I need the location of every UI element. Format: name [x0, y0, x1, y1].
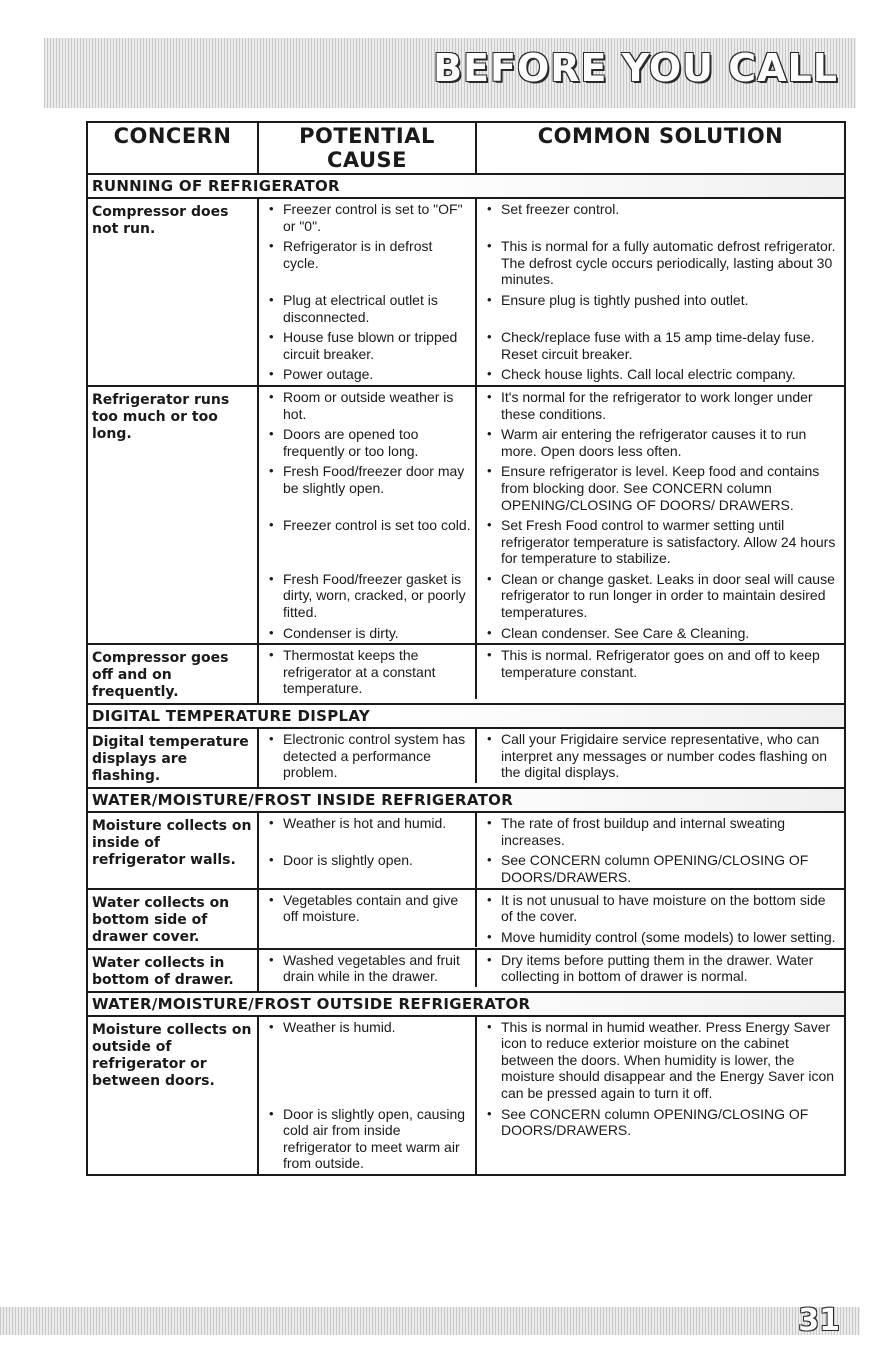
page-title: BEFORE YOU CALL	[433, 46, 838, 90]
solution-item: • See CONCERN column OPENING/CLOSING OF DOORS/DRAWERS.	[477, 1104, 844, 1141]
solution-item: • Call your Frigidaire service representative, who can interpret any messages or number codes flashing on the digital displays.	[477, 729, 844, 783]
cause-item: • Thermostat keeps the refrigerator at a constant temperature.	[259, 645, 477, 699]
troubleshooting-table	[86, 121, 846, 1176]
cause-solution-group	[259, 199, 844, 385]
concern-cell: Compressor does not run.	[88, 199, 259, 385]
cause-item: • Room or outside weather is hot.	[259, 387, 477, 424]
solution-group	[477, 327, 844, 364]
solution-item: • Move humidity control (some models) to lower setting.	[477, 927, 844, 948]
cause-item: • Door is slightly open.	[259, 850, 477, 887]
solution-item: • Clean condenser. See Care & Cleaning.	[477, 623, 844, 644]
solution-group	[477, 729, 844, 783]
cause-item: • House fuse blown or tripped circuit breaker.	[259, 327, 477, 364]
solution-item: • This is normal for a fully automatic defrost refrigerator. The defrost cycle occurs periodically, lasting about 30 minutes.	[477, 236, 844, 290]
solution-group	[477, 813, 844, 850]
cause-solution-pair	[259, 890, 844, 948]
cause-item: • Fresh Food/freezer gasket is dirty, worn, cracked, or poorly fitted.	[259, 569, 477, 623]
cause-item: • Freezer control is set too cold.	[259, 515, 477, 569]
solution-item: • Ensure plug is tightly pushed into outlet.	[477, 290, 844, 311]
solution-group	[477, 387, 844, 424]
solution-item: • See CONCERN column OPENING/CLOSING OF DOORS/DRAWERS.	[477, 850, 844, 887]
cause-solution-pair	[259, 623, 844, 644]
table-row	[88, 813, 844, 889]
cause-item: • Washed vegetables and fruit drain while in the drawer.	[259, 950, 477, 987]
concern-cell: Refrigerator runs too much or too long.	[88, 387, 259, 643]
cause-solution-pair	[259, 236, 844, 290]
cause-item: • Door is slightly open, causing cold air from inside refrigerator to meet warm air from outside.	[259, 1104, 477, 1174]
table-row	[88, 387, 844, 645]
concern-cell: Water collects in bottom of drawer.	[88, 950, 259, 991]
solution-item: • Dry items before putting them in the drawer. Water collecting in bottom of drawer is normal.	[477, 950, 844, 987]
cause-solution-pair	[259, 645, 844, 699]
page-number: 31	[798, 1303, 840, 1338]
section-heading: DIGITAL TEMPERATURE DISPLAY	[88, 705, 844, 729]
cause-solution-group	[259, 387, 844, 643]
solution-group	[477, 850, 844, 887]
solution-group	[477, 623, 844, 644]
cause-solution-pair	[259, 327, 844, 364]
header-banner	[44, 38, 856, 108]
footer-bar	[0, 1303, 860, 1338]
concern-cell: Moisture collects on outside of refrigerator or between doors.	[88, 1017, 259, 1174]
concern-cell: Moisture collects on inside of refrigerator walls.	[88, 813, 259, 887]
solution-item: • This is normal in humid weather. Press Energy Saver icon to reduce exterior moisture on the cabinet between the doors. When humidity is lower, the moisture should disappear and the Energy Saver icon can be pressed again to turn it off.	[477, 1017, 844, 1104]
cause-solution-pair	[259, 729, 844, 783]
cause-solution-pair	[259, 1104, 844, 1174]
table-row	[88, 645, 844, 705]
cause-item: • Fresh Food/freezer door may be slightly open.	[259, 461, 477, 515]
header-common-solution: COMMON SOLUTION	[537, 124, 784, 148]
solution-group	[477, 1017, 844, 1104]
cause-solution-pair	[259, 387, 844, 424]
cause-solution-group	[259, 813, 844, 887]
concern-cell: Digital temperature displays are flashing.	[88, 729, 259, 787]
header-potential-cause: POTENTIAL CAUSE	[259, 123, 477, 173]
cause-item: • Electronic control system has detected a performance problem.	[259, 729, 477, 783]
solution-item: • The rate of frost buildup and internal sweating increases.	[477, 813, 844, 850]
cause-item: • Plug at electrical outlet is disconnected.	[259, 290, 477, 327]
cause-item: • Vegetables contain and give off moisture.	[259, 890, 477, 948]
section-heading: RUNNING OF REFRIGERATOR	[88, 175, 844, 199]
cause-item: • Power outage.	[259, 364, 477, 385]
cause-solution-pair	[259, 199, 844, 236]
solution-item: • Check house lights. Call local electric company.	[477, 364, 844, 385]
concern-cell: Water collects on bottom side of drawer cover.	[88, 890, 259, 948]
solution-group	[477, 1104, 844, 1174]
solution-group	[477, 424, 844, 461]
cause-item: • Doors are opened too frequently or too long.	[259, 424, 477, 461]
cause-solution-pair	[259, 424, 844, 461]
solution-item: • Set Fresh Food control to warmer setting until refrigerator temperature is satisfactory. Allow 24 hours for temperature to stabilize.	[477, 515, 844, 569]
cause-solution-group	[259, 950, 844, 991]
cause-item: • Refrigerator is in defrost cycle.	[259, 236, 477, 290]
cause-item: • Weather is hot and humid.	[259, 813, 477, 850]
solution-group	[477, 290, 844, 327]
solution-item: • It's normal for the refrigerator to work longer under these conditions.	[477, 387, 844, 424]
table-row	[88, 1017, 844, 1174]
table-row	[88, 890, 844, 950]
table-body	[88, 175, 844, 1174]
solution-item: • Ensure refrigerator is level. Keep food and contains from blocking door. See CONCERN column OPENING/CLOSING OF DOORS/ DRAWERS.	[477, 461, 844, 515]
header-concern: CONCERN	[88, 123, 259, 173]
cause-solution-pair	[259, 950, 844, 987]
cause-solution-pair	[259, 813, 844, 850]
solution-group	[477, 461, 844, 515]
section-heading: WATER/MOISTURE/FROST INSIDE REFRIGERATOR	[88, 789, 844, 813]
cause-solution-pair	[259, 569, 844, 623]
table-header	[88, 123, 844, 175]
cause-solution-pair	[259, 1017, 844, 1104]
table-row	[88, 950, 844, 993]
cause-item: • Weather is humid.	[259, 1017, 477, 1104]
solution-group	[477, 569, 844, 623]
cause-solution-group	[259, 890, 844, 948]
cause-item: • Condenser is dirty.	[259, 623, 477, 644]
cause-solution-pair	[259, 290, 844, 327]
table-row	[88, 729, 844, 789]
solution-item: • Check/replace fuse with a 15 amp time-delay fuse. Reset circuit breaker.	[477, 327, 844, 364]
cause-solution-group	[259, 1017, 844, 1174]
solution-group	[477, 890, 844, 948]
table-row	[88, 199, 844, 387]
cause-solution-pair	[259, 461, 844, 515]
solution-group	[477, 950, 844, 987]
solution-group	[477, 515, 844, 569]
cause-solution-group	[259, 729, 844, 787]
solution-item: • Set freezer control.	[477, 199, 844, 220]
solution-item: • It is not unusual to have moisture on the bottom side of the cover.	[477, 890, 844, 927]
solution-item: • This is normal. Refrigerator goes on and off to keep temperature constant.	[477, 645, 844, 682]
solution-group	[477, 364, 844, 385]
cause-solution-pair	[259, 850, 844, 887]
cause-solution-pair	[259, 364, 844, 385]
solution-group	[477, 236, 844, 290]
cause-solution-pair	[259, 515, 844, 569]
section-heading: WATER/MOISTURE/FROST OUTSIDE REFRIGERATOR	[88, 993, 844, 1017]
cause-item: • Freezer control is set to "OF" or "0".	[259, 199, 477, 236]
solution-item: • Warm air entering the refrigerator causes it to run more. Open doors less often.	[477, 424, 844, 461]
solution-group	[477, 199, 844, 236]
concern-cell: Compressor goes off and on frequently.	[88, 645, 259, 703]
solution-item: • Clean or change gasket. Leaks in door seal will cause refrigerator to run longer in order to maintain desired temperatures.	[477, 569, 844, 623]
cause-solution-group	[259, 645, 844, 703]
solution-group	[477, 645, 844, 699]
